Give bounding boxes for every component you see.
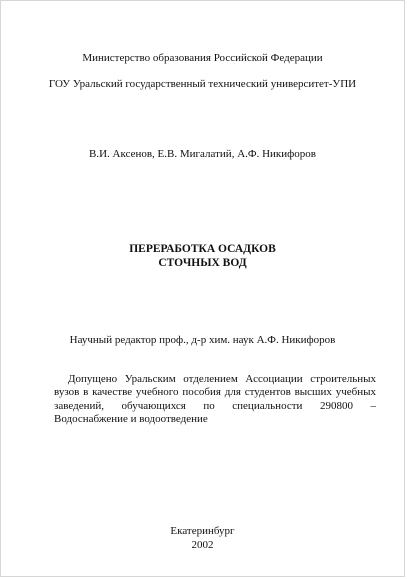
scientific-editor: Научный редактор проф., д-р хим. наук А.Ф. Никифоров	[69, 334, 336, 346]
university-name: ГОУ Уральский государственный технический университет-УПИ	[48, 78, 357, 90]
ministry-name: Министерство образования Российской Федерации	[82, 52, 323, 64]
book-title-line-2: СТОЧНЫХ ВОД	[158, 257, 247, 269]
publication-year: 2002	[191, 539, 214, 551]
approval-statement: Допущено Уральским отделением Ассоциации строительных вузов в качестве учебного пособия для студентов высших учебных заведений, обучающихся по специальности 290800 – Водоснабжение и водоотведение	[54, 373, 376, 426]
authors: В.И. Аксенов, Е.В. Мигалатий, А.Ф. Никифоров	[89, 148, 316, 160]
book-title-line-1: ПЕРЕРАБОТКА ОСАДКОВ	[129, 243, 276, 255]
publication-city: Екатеринбург	[170, 525, 235, 537]
